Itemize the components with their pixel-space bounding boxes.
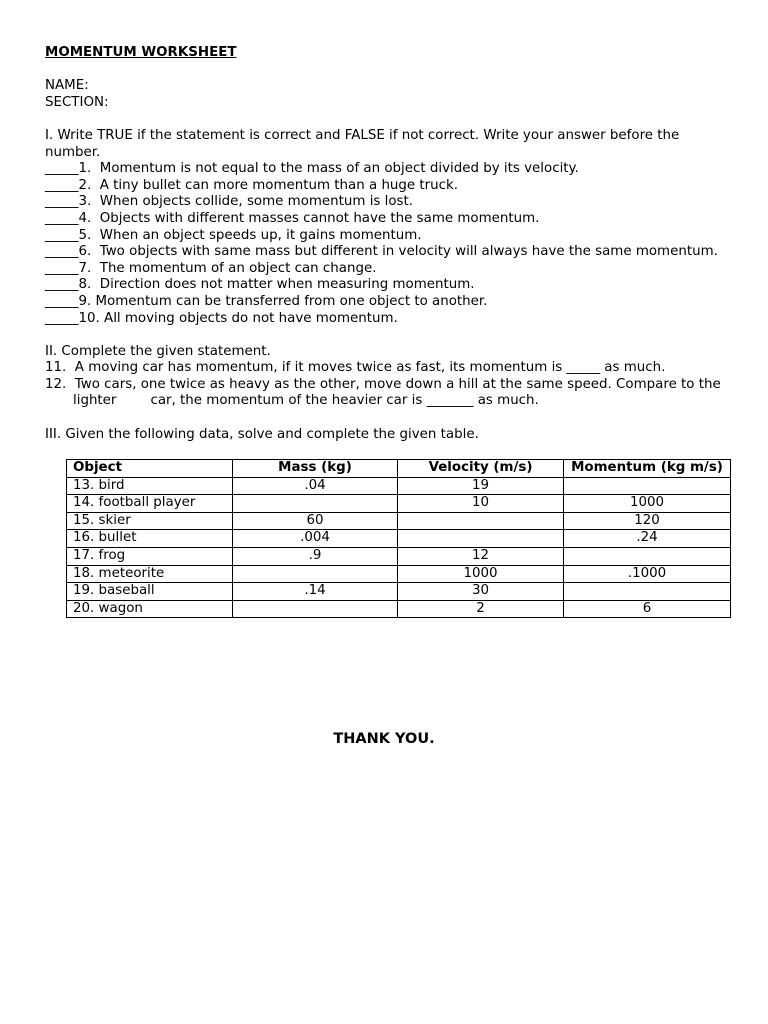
cell-mass: .14 [233,583,398,601]
cell-momentum: 6 [564,600,731,618]
part1-item-4: _____4. Objects with different masses cannot have the same momentum. [45,210,540,226]
cell-object: 13. bird [67,477,233,495]
part1-item-7: _____7. The momentum of an object can change. [45,260,377,276]
cell-object: 15. skier [67,512,233,530]
cell-velocity: 19 [398,477,564,495]
cell-momentum [564,583,731,601]
header-object: Object [67,460,233,478]
table-row [67,512,731,530]
cell-mass [233,600,398,618]
cell-object: 17. frog [67,547,233,565]
cell-object: 14. football player [67,495,233,513]
cell-momentum: .24 [564,530,731,548]
worksheet-title: MOMENTUM WORKSHEET [45,45,237,60]
part1-item-2: _____2. A tiny bullet can more momentum than a huge truck. [45,177,459,193]
cell-mass: .9 [233,547,398,565]
part2-instruction: II. Complete the given statement. [45,343,271,359]
cell-object: 18. meteorite [67,565,233,583]
cell-object: 20. wagon [67,600,233,618]
cell-velocity [398,530,564,548]
part1-item-6: _____6. Two objects with same mass but different in velocity will always have the same momentum. [45,244,718,260]
name-label: NAME: [45,78,89,94]
header-momentum: Momentum (kg m/s) [564,460,731,478]
table-row [67,583,731,601]
cell-mass: .004 [233,530,398,548]
part1-item-5: _____5. When an object speeds up, it gains momentum. [45,227,422,243]
cell-object: 19. baseball [67,583,233,601]
closing-text: THANK YOU. [333,731,435,747]
cell-velocity: 30 [398,583,564,601]
header-mass: Mass (kg) [233,460,398,478]
cell-velocity: 12 [398,547,564,565]
cell-momentum [564,477,731,495]
part1-item-10: _____10. All moving objects do not have momentum. [45,310,398,326]
cell-velocity: 1000 [398,565,564,583]
cell-object: 16. bullet [67,530,233,548]
cell-mass: .04 [233,477,398,495]
cell-momentum: 1000 [564,495,731,513]
cell-momentum: .1000 [564,565,731,583]
table-header-row [67,460,731,478]
part2-item-12: 12. Two cars, one twice as heavy as the other, move down a hill at the same speed. Compare to the lighter car, the momentum of the heavier car is _______ as much. [45,376,726,409]
part1-item-8: _____8. Direction does not matter when measuring momentum. [45,277,475,293]
part1-item-3: _____3. When objects collide, some momentum is lost. [45,194,414,210]
table-row [67,477,731,495]
cell-velocity: 2 [398,600,564,618]
part1-item-9: _____9. Momentum can be transferred from one object to another. [45,293,488,309]
cell-mass [233,495,398,513]
table-row [67,495,731,513]
table-row [67,565,731,583]
table-row [67,530,731,548]
cell-momentum: 120 [564,512,731,530]
part1-instruction: I. Write TRUE if the statement is correct and FALSE if not correct. Write your answer before the number. [45,127,684,160]
part3-instruction: III. Given the following data, solve and complete the given table. [45,426,479,442]
section-label: SECTION: [45,94,109,110]
cell-momentum [564,547,731,565]
table-row [67,547,731,565]
cell-mass: 60 [233,512,398,530]
worksheet-content [45,45,735,443]
part2-item-11: 11. A moving car has momentum, if it moves twice as fast, its momentum is _____ as much. [45,360,666,376]
momentum-table [66,459,731,618]
header-velocity: Velocity (m/s) [398,460,564,478]
cell-mass [233,565,398,583]
table-row [67,600,731,618]
cell-velocity [398,512,564,530]
cell-velocity: 10 [398,495,564,513]
part1-item-1: _____1. Momentum is not equal to the mass of an object divided by its velocity. [45,161,579,177]
